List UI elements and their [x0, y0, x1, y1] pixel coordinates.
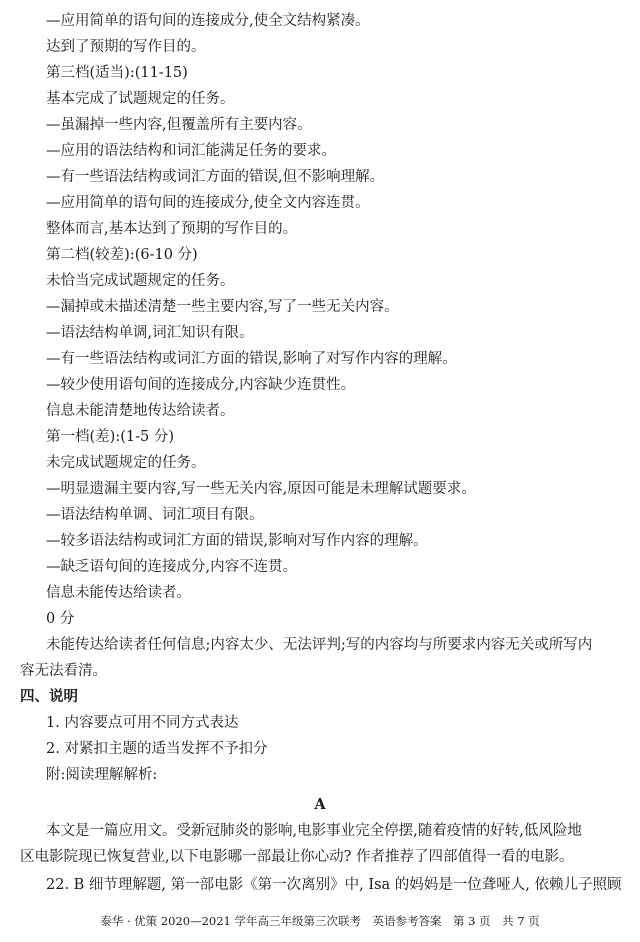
- text-line: 2. 对紧扣主题的适当发挥不予扣分: [46, 741, 268, 757]
- grade-heading: 第三档(适当):(11-15): [46, 65, 188, 81]
- text-line: —较少使用语句间的连接成分,内容缺少连贯性。: [46, 377, 356, 393]
- text-line: 未能传达给读者任何信息;内容太少、无法评判;写的内容均与所要求内容无关或所写内: [46, 637, 593, 653]
- text-line: —虽漏掉一些内容,但覆盖所有主要内容。: [46, 117, 312, 133]
- text-line: —应用简单的语句间的连接成分,使全文内容连贯。: [46, 195, 370, 211]
- text-line: 22. B 细节理解题, 第一部电影《第一次离别》中, Isa 的妈妈是一位聋哑人, 依赖儿子照顾: [46, 877, 622, 893]
- text-line: 附:阅读理解解析:: [46, 767, 158, 783]
- text-line: —语法结构单调,词汇知识有限。: [46, 325, 254, 341]
- text-line: —应用的语法结构和词汇能满足任务的要求。: [46, 143, 336, 159]
- grade-heading: 第一档(差):(1-5 分): [46, 429, 174, 445]
- text-line: 信息未能清楚地传达给读者。: [46, 403, 235, 419]
- page-footer: 泰华 · 优策 2020—2021 学年高三年级第三次联考 英语参考答案 第 3 页 共 7 页: [100, 914, 540, 928]
- grade-heading: 0 分: [46, 611, 75, 627]
- passage-label: A: [314, 796, 326, 813]
- text-line: —较多语法结构或词汇方面的错误,影响对写作内容的理解。: [46, 533, 428, 549]
- text-line: 容无法看清。: [20, 663, 107, 679]
- text-line: —有一些语法结构或词汇方面的错误,影响了对写作内容的理解。: [46, 351, 457, 367]
- section-heading: 四、说明: [20, 688, 78, 705]
- text-line: —语法结构单调、词汇项目有限。: [46, 507, 264, 523]
- text-line: 区电影院现已恢复营业,以下电影哪一部最让你心动? 作者推荐了四部值得一看的电影。: [20, 849, 574, 865]
- text-line: 达到了预期的写作目的。: [46, 39, 206, 55]
- text-line: 本文是一篇应用文。受新冠肺炎的影响,电影事业完全停摆,随着疫情的好转,低风险地: [46, 823, 582, 839]
- text-line: 整体而言,基本达到了预期的写作目的。: [46, 221, 298, 237]
- text-line: —漏掉或未描述清楚一些主要内容,写了一些无关内容。: [46, 299, 399, 315]
- text-line: —明显遗漏主要内容,写一些无关内容,原因可能是未理解试题要求。: [46, 481, 476, 497]
- text-line: —缺乏语句间的连接成分,内容不连贯。: [46, 559, 298, 575]
- grade-heading: 第二档(较差):(6-10 分): [46, 247, 198, 263]
- text-line: 基本完成了试题规定的任务。: [46, 91, 235, 107]
- text-line: 信息未能传达给读者。: [46, 585, 191, 601]
- text-line: 未恰当完成试题规定的任务。: [46, 273, 235, 289]
- text-line: 1. 内容要点可用不同方式表达: [46, 715, 239, 731]
- text-line: 未完成试题规定的任务。: [46, 455, 206, 471]
- text-line: —应用简单的语句间的连接成分,使全文结构紧凑。: [46, 13, 370, 29]
- text-line: —有一些语法结构或词汇方面的错误,但不影响理解。: [46, 169, 385, 185]
